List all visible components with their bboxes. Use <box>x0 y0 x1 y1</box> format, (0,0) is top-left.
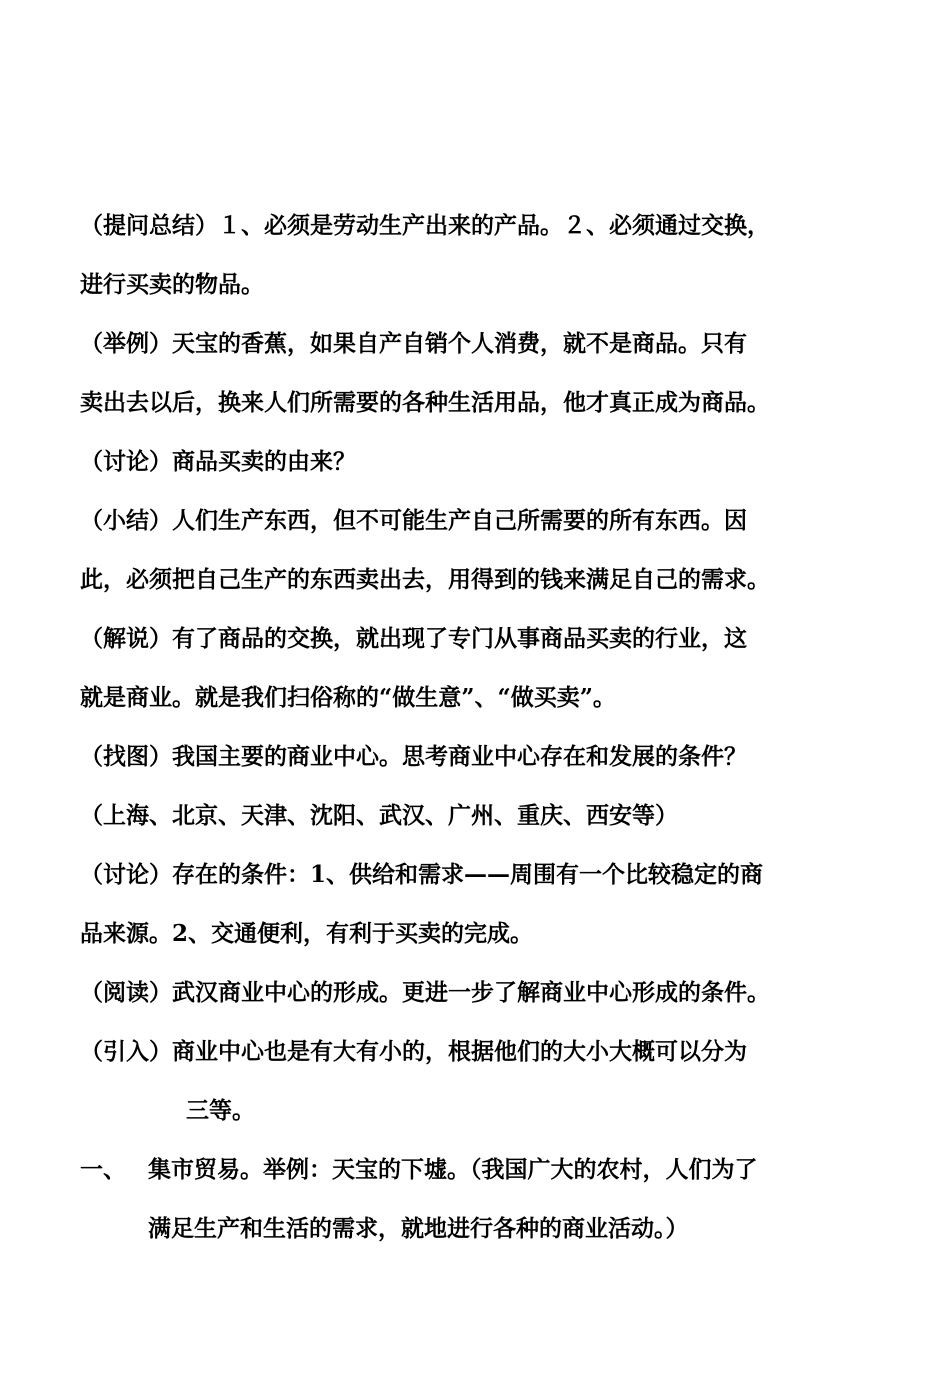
paragraph-line: 品来源。2、交通便利，有利于买卖的完成。 <box>80 920 534 947</box>
paragraph-line: （引入）商业中心也是有大有小的，根据他们的大小大概可以分为 <box>80 1038 747 1065</box>
paragraph-line: （举例）天宝的香蕉，如果自产自销个人消费，就不是商品。只有 <box>80 330 747 357</box>
paragraph-line: （解说）有了商品的交换，就出现了专门从事商品买卖的行业，这 <box>80 625 747 652</box>
list-item-marker: 一、 <box>80 1156 126 1183</box>
paragraph-line: （上海、北京、天津、沈阳、武汉、广州、重庆、西安等） <box>80 802 678 829</box>
paragraph-line: （讨论）商品买卖的由来？ <box>80 448 356 475</box>
paragraph-line: （阅读）武汉商业中心的形成。更进一步了解商业中心形成的条件。 <box>80 979 770 1006</box>
paragraph-line: （提问总结）１、必须是劳动生产出来的产品。２、必须通过交换， <box>80 212 770 239</box>
paragraph-line: （讨论）存在的条件：1、供给和需求——周围有一个比较稳定的商 <box>80 861 764 888</box>
paragraph-line: （小结）人们生产东西，但不可能生产自己所需要的所有东西。因 <box>80 507 747 534</box>
paragraph-line: 此，必须把自己生产的东西卖出去，用得到的钱来满足自己的需求。 <box>80 566 770 593</box>
paragraph-line: （找图）我国主要的商业中心。思考商业中心存在和发展的条件？ <box>80 743 747 770</box>
paragraph-line: 卖出去以后，换来人们所需要的各种生活用品，他才真正成为商品。 <box>80 389 770 416</box>
list-item-line: 满足生产和生活的需求，就地进行各种的商业活动。） <box>148 1215 689 1242</box>
paragraph-line: 就是商业。就是我们扫俗称的“做生意”、“做买卖”。 <box>80 684 616 711</box>
list-item-line: 集市贸易。举例：天宝的下墟。（我国广大的农村，人们为了 <box>148 1156 758 1183</box>
paragraph-line: 三等。 <box>186 1097 255 1124</box>
paragraph-line: 进行买卖的物品。 <box>80 271 264 298</box>
